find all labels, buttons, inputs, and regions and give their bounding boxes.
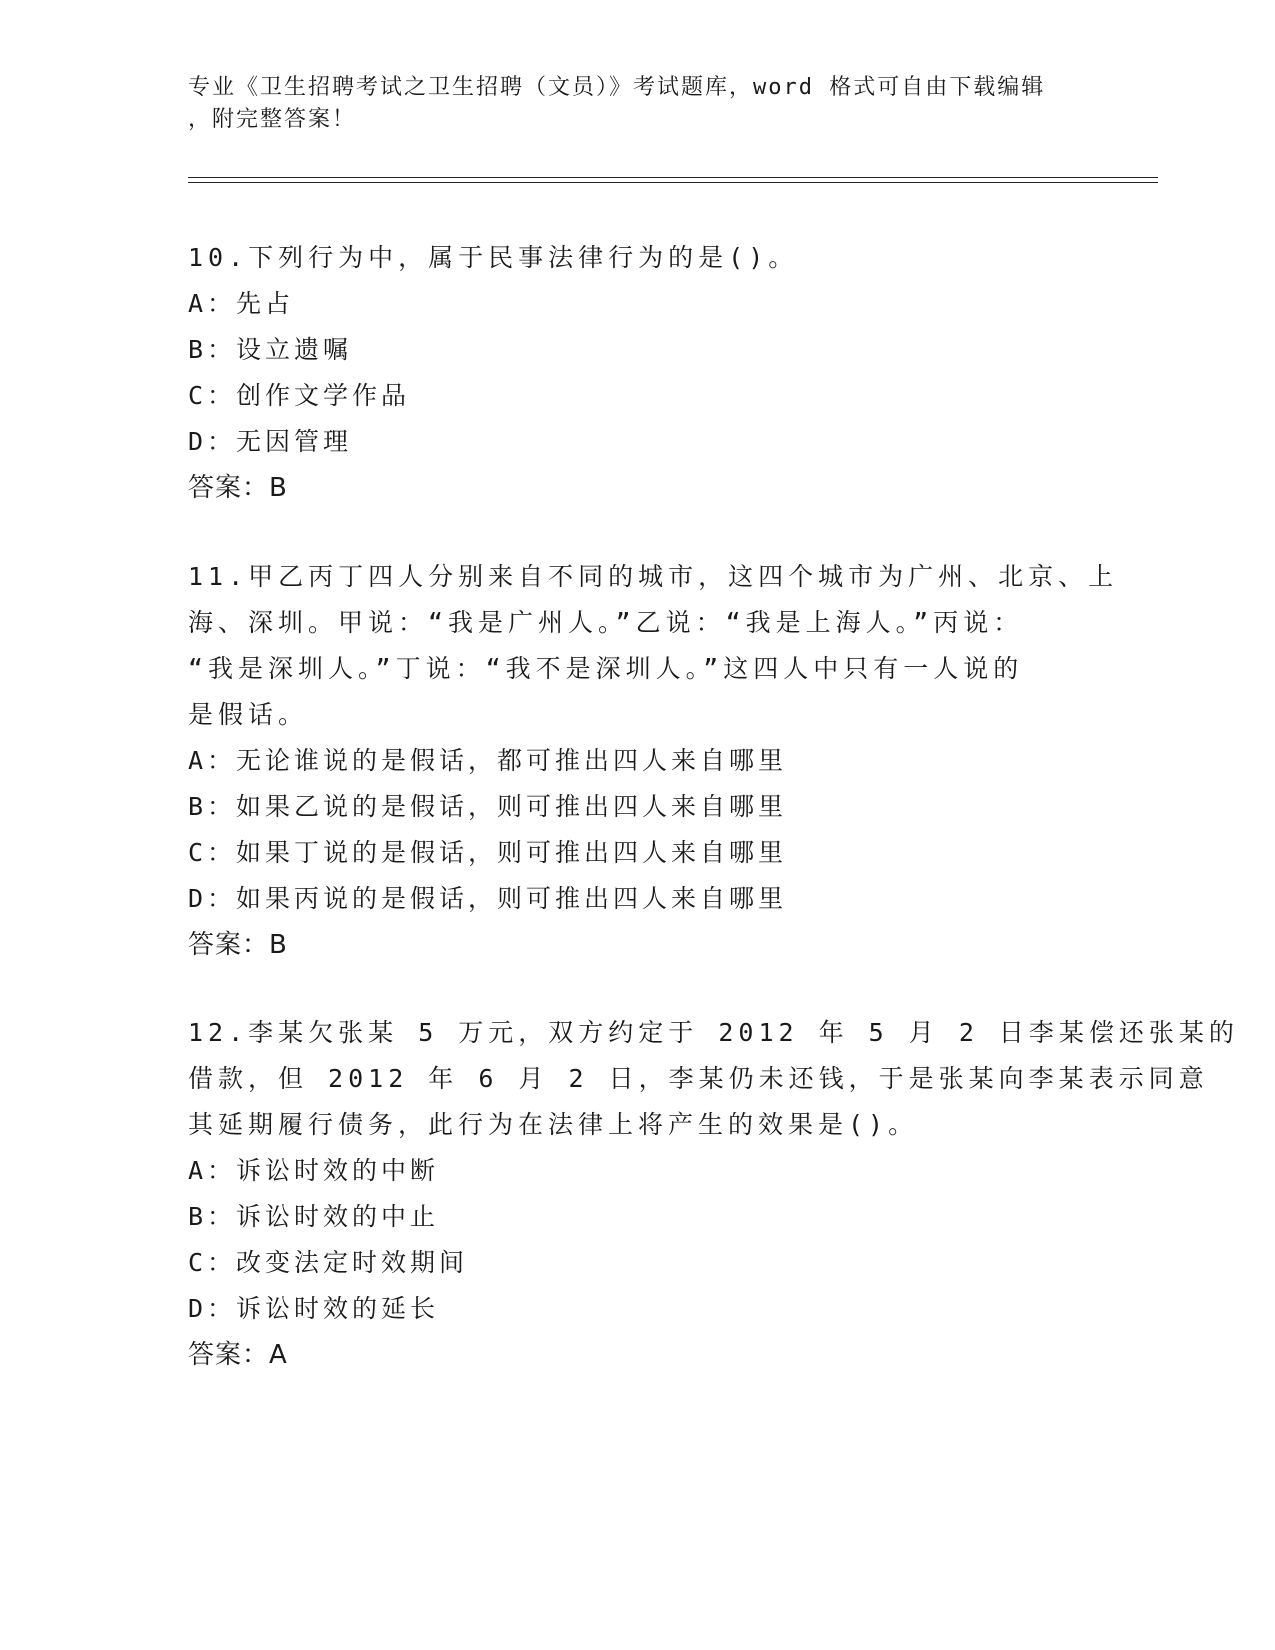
header-line-2: ，附完整答案！ <box>188 107 357 132</box>
stem-line: 是假话。 <box>188 700 309 729</box>
option-a: A：先占 <box>188 289 295 318</box>
question-stem <box>188 1010 1239 1148</box>
stem-line: “我是深圳人。”丁说：“我不是深圳人。”这四人中只有一人说的 <box>188 654 1024 683</box>
option-d: D：诉讼时效的延长 <box>188 1294 440 1323</box>
header-line-1: 专业《卫生招聘考试之卫生招聘（文员）》考试题库，word 格式可自由下载编辑 <box>188 75 1046 100</box>
question-11 <box>188 554 1119 968</box>
option-b: B：诉讼时效的中止 <box>188 1202 440 1231</box>
question-10 <box>188 235 1088 511</box>
stem-line: 10.下列行为中，属于民事法律行为的是()。 <box>188 243 799 272</box>
document-header <box>188 72 1088 136</box>
option-d: D：无因管理 <box>188 427 353 456</box>
option-b: B：设立遗嘱 <box>188 335 353 364</box>
header-divider-bottom <box>188 182 1158 183</box>
option-c: C：如果丁说的是假话，则可推出四人来自哪里 <box>188 838 788 867</box>
stem-line: 其延期履行债务，此行为在法律上将产生的效果是()。 <box>188 1110 919 1139</box>
option-a: A：无论谁说的是假话，都可推出四人来自哪里 <box>188 746 788 775</box>
option-d: D：如果丙说的是假话，则可推出四人来自哪里 <box>188 884 788 913</box>
answer-line: 答案：B <box>188 473 288 503</box>
header-divider-top <box>188 177 1158 178</box>
answer-line: 答案：B <box>188 930 288 960</box>
question-stem <box>188 554 1119 738</box>
option-a: A：诉讼时效的中断 <box>188 1156 440 1185</box>
option-b: B：如果乙说的是假话，则可推出四人来自哪里 <box>188 792 788 821</box>
stem-line: 海、深圳。甲说：“我是广州人。”乙说：“我是上海人。”丙说： <box>188 608 1024 637</box>
option-c: C：创作文学作品 <box>188 381 411 410</box>
question-12 <box>188 1010 1239 1378</box>
stem-line: 12.李某欠张某 5 万元，双方约定于 2012 年 5 月 2 日李某偿还张某的 <box>188 1018 1239 1047</box>
stem-line: 11.甲乙丙丁四人分别来自不同的城市，这四个城市为广州、北京、上 <box>188 562 1119 591</box>
answer-line: 答案：A <box>188 1340 288 1370</box>
stem-line: 借款，但 2012 年 6 月 2 日，李某仍未还钱，于是张某向李某表示同意 <box>188 1064 1209 1093</box>
question-stem <box>188 235 1088 281</box>
option-c: C：改变法定时效期间 <box>188 1248 469 1277</box>
